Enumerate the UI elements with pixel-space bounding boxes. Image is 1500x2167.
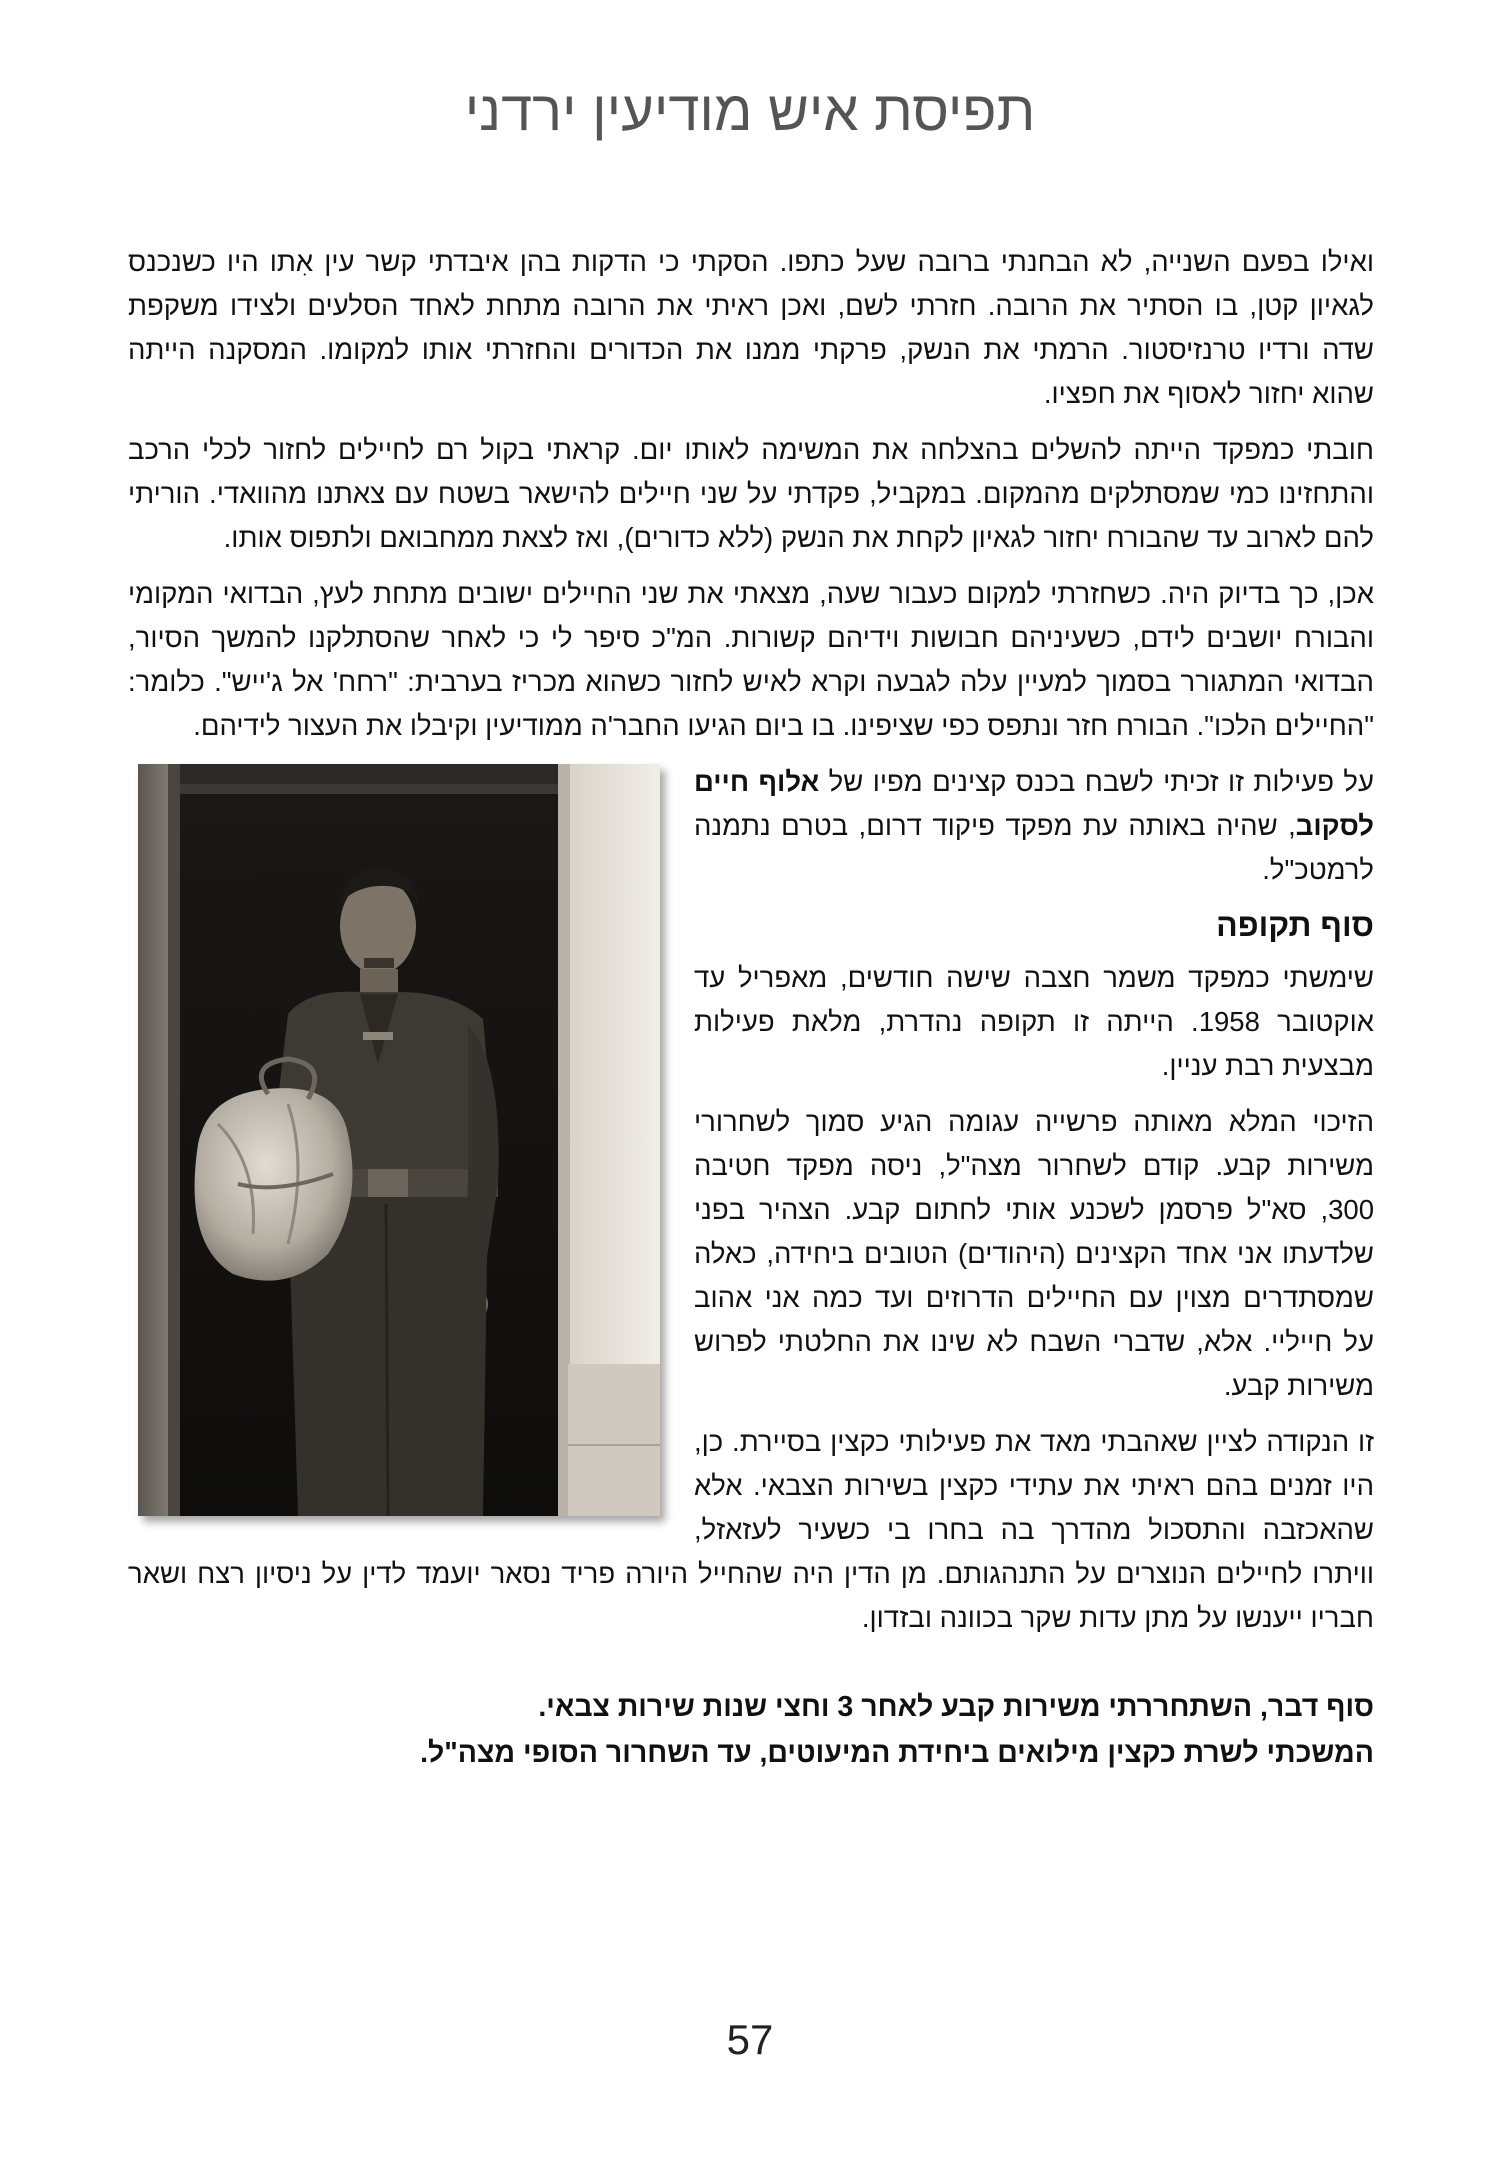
soldier-photo-image [138, 764, 660, 1516]
section-paragraph-1: שימשתי כמפקד משמר חצבה שישה חודשים, מאפריל עד אוקטובר 1958. הייתה זו תקופה נהדרת, מלאת פעילות מבצעית רבת עניין. [694, 962, 1374, 1081]
award-name: אלוף חיים לסקוב [694, 766, 1374, 841]
closing-statement [128, 1684, 1374, 1776]
paragraph-2: חובתי כמפקד הייתה להשלים בהצלחה את המשימה לאותו יום. קראתי בקול רם לחיילים לחזור לכלי הרכב והתחזינו כמי שמסתלקים מהמקום. במקביל, פקדתי על שני חיילים להישאר בשטח עם צאתנו מהוואדי. הוריתי להם לארוב עד שהבורח יחזור לגאיון לקחת את הנשק (ללא כדורים), ואז לצאת ממחבואם ולתפוס אותו. [128, 434, 1374, 553]
closing-line-1: סוף דבר, השתחררתי משירות קבע לאחר 3 וחצי שנות שירות צבאי. [538, 1691, 1374, 1723]
page-title: תפיסת איש מודיעין ירדני [464, 79, 1036, 142]
page-number: 57 [726, 2016, 774, 2063]
section-paragraph-2: הזיכוי המלא מאותה פרשייה עגומה הגיע סמוך לשחרורי משירות קבע. קודם לשחרור מצה"ל, ניסה מפקד חטיבה 300, סא"ל פרסמן לשכנע אותי לחתום קבע. הצהיר בפני שלדעתו אני אחד הקצינים (היהודים) הטובים ביחידה, כאלה שמסתדרים מצוין עם החיילים הדרוזים ועד כמה אני אהוב על חייליי. אלא, שדברי השבח לא שינו את החלטתי לפרוש משירות קבע. [694, 1106, 1374, 1401]
photo-container [120, 760, 660, 1520]
award-text-after: , שהיה באותה עת מפקד פיקוד דרום, בטרם נתמנה לרמטכ"ל. [694, 810, 1374, 885]
paragraph-1: ואילו בפעם השנייה, לא הבחנתי ברובה שעל כתפו. הסקתי כי הדקות בהן איבדתי קשר עין אִתו היו כשנכנס לגאיון קטן, בו הסתיר את הרובה. חזרתי לשם, ואכן ראיתי את הרובה מתחת לאחד הסלעים ולצידו משקפת שדה ורדיו טרנזיסטור. הרמתי את הנשק, פרקתי ממנו את הכדורים והחזרתי אותו למקומו. המסקנה הייתה שהוא יחזור לאסוף את חפציו. [128, 246, 1374, 409]
section-paragraph-3: זו הנקודה לציין שאהבתי מאד את פעילותי כקצין בסיירת. כן, היו זמנים בהם ראיתי את עתידי כקצין בשירות הצבאי. אלא שהאכזבה והתסכול מהדרך בה בחרו בי כשעיר לעזאזל, וויתרו לחיילים הנוצרים על התנהגותם. מן הדין היה שהחייל היורה פריד נסאר יועמד לדין על ניסיון רצח ושאר חבריו ייענשו על מתן עדות שקר בכוונה ובזדון. [128, 1426, 1374, 1633]
award-text-before: על פעילות זו זכיתי לשבח בכנס קצינים מפיו של [819, 766, 1374, 797]
soldier-photo [138, 764, 660, 1516]
body-text [128, 240, 1374, 1776]
section-heading: סוף תקופה [1216, 907, 1374, 943]
paragraph-3: אכן, כך בדיוק היה. כשחזרתי למקום כעבור שעה, מצאתי את שני החיילים ישובים מתחת לעץ, הבדואי המקומי והבורח יושבים לידם, כשעיניהם חבושות וידיהם קשורות. המ"כ סיפר לי כי לאחר שהסתלקנו להמשך הסיור, הבדואי המתגורר בסמוך למעיין עלה לגבעה וקרא לאיש לחזור כשהוא מכריז בערבית: "רחח' אל ג'ייש". כלומר: "החיילים הלכו". הבורח חזר ונתפס כפי שציפינו. בו ביום הגיעו החבר'ה ממודיעין וקיבלו את העצור לידיהם. [128, 578, 1374, 741]
closing-line-2: המשכתי לשרת כקצין מילואים ביחידת המיעוטים, עד השחרור הסופי מצה"ל. [420, 1737, 1374, 1769]
